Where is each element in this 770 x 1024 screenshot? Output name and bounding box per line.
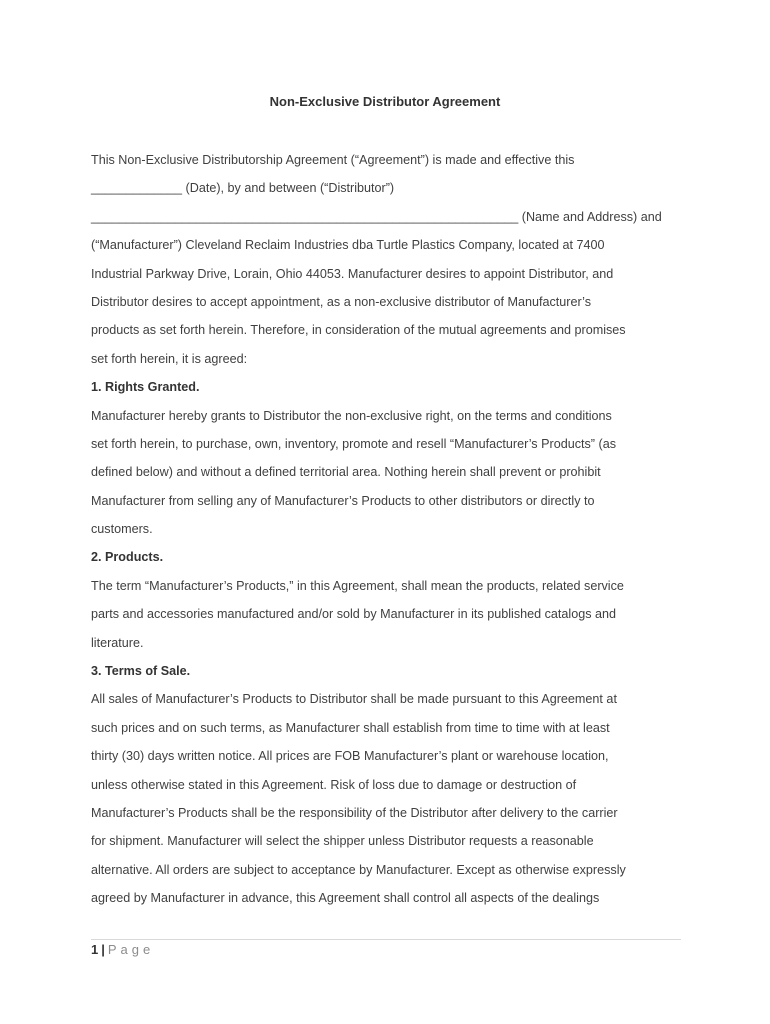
section-heading: 3. Terms of Sale.: [91, 664, 191, 679]
body-line: All sales of Manufacturer’s Products to Distributor shall be made pursuant to this Agreement at: [91, 692, 617, 707]
body-line: (“Manufacturer”) Cleveland Reclaim Industries dba Turtle Plastics Company, located at 7400: [91, 238, 605, 253]
body-line: Industrial Parkway Drive, Lorain, Ohio 44053. Manufacturer desires to appoint Distributor, and: [91, 266, 614, 281]
page-label: Page: [107, 942, 155, 957]
body-line: agreed by Manufacturer in advance, this Agreement shall control all aspects of the dealings: [91, 891, 600, 906]
body-line: parts and accessories manufactured and/or sold by Manufacturer in its published catalogs and: [91, 607, 617, 622]
body-line: Manufacturer from selling any of Manufacturer’s Products to other distributors or directly to: [91, 493, 595, 508]
body-line: for shipment. Manufacturer will select the shipper unless Distributor requests a reasonable: [91, 834, 594, 849]
body-line: _____________ (Date), by and between (“Distributor”): [91, 181, 395, 196]
body-line: The term “Manufacturer’s Products,” in this Agreement, shall mean the products, related service: [91, 578, 624, 593]
body-line: unless otherwise stated in this Agreement. Risk of loss due to damage or destruction of: [91, 777, 577, 792]
body-line: alternative. All orders are subject to acceptance by Manufacturer. Except as otherwise expressly: [91, 862, 626, 877]
body-line: Manufacturer hereby grants to Distributor the non-exclusive right, on the terms and conditions: [91, 408, 612, 423]
body-line: Manufacturer’s Products shall be the responsibility of the Distributor after delivery to the carrier: [91, 805, 618, 820]
body-line: customers.: [91, 522, 153, 537]
footer-divider: [91, 939, 681, 940]
page-footer: [91, 942, 154, 957]
document-title: Non-Exclusive Distributor Agreement: [269, 94, 501, 109]
document-body: [91, 146, 686, 913]
page-number: 1: [91, 942, 99, 957]
section-heading: 1. Rights Granted.: [91, 380, 200, 395]
body-line: such prices and on such terms, as Manufacturer shall establish from time to time with at least: [91, 720, 610, 735]
section-heading: 2. Products.: [91, 550, 164, 565]
body-line: This Non-Exclusive Distributorship Agreement (“Agreement”) is made and effective this: [91, 153, 575, 167]
body-line: set forth herein, to purchase, own, inventory, promote and resell “Manufacturer’s Products” (as: [91, 436, 616, 451]
body-line: thirty (30) days written notice. All prices are FOB Manufacturer’s plant or warehouse location,: [91, 749, 609, 764]
body-line: _____________________________________________________________ (Name and Address) and: [91, 209, 662, 224]
body-line: literature.: [91, 635, 144, 650]
page-separator: |: [101, 942, 105, 957]
body-line: set forth herein, it is agreed:: [91, 351, 248, 366]
body-line: defined below) and without a defined territorial area. Nothing herein shall prevent or prohibit: [91, 465, 601, 480]
body-line: products as set forth herein. Therefore, in consideration of the mutual agreements and promises: [91, 323, 626, 338]
body-line: Distributor desires to accept appointment, as a non-exclusive distributor of Manufacturer’s: [91, 294, 592, 309]
